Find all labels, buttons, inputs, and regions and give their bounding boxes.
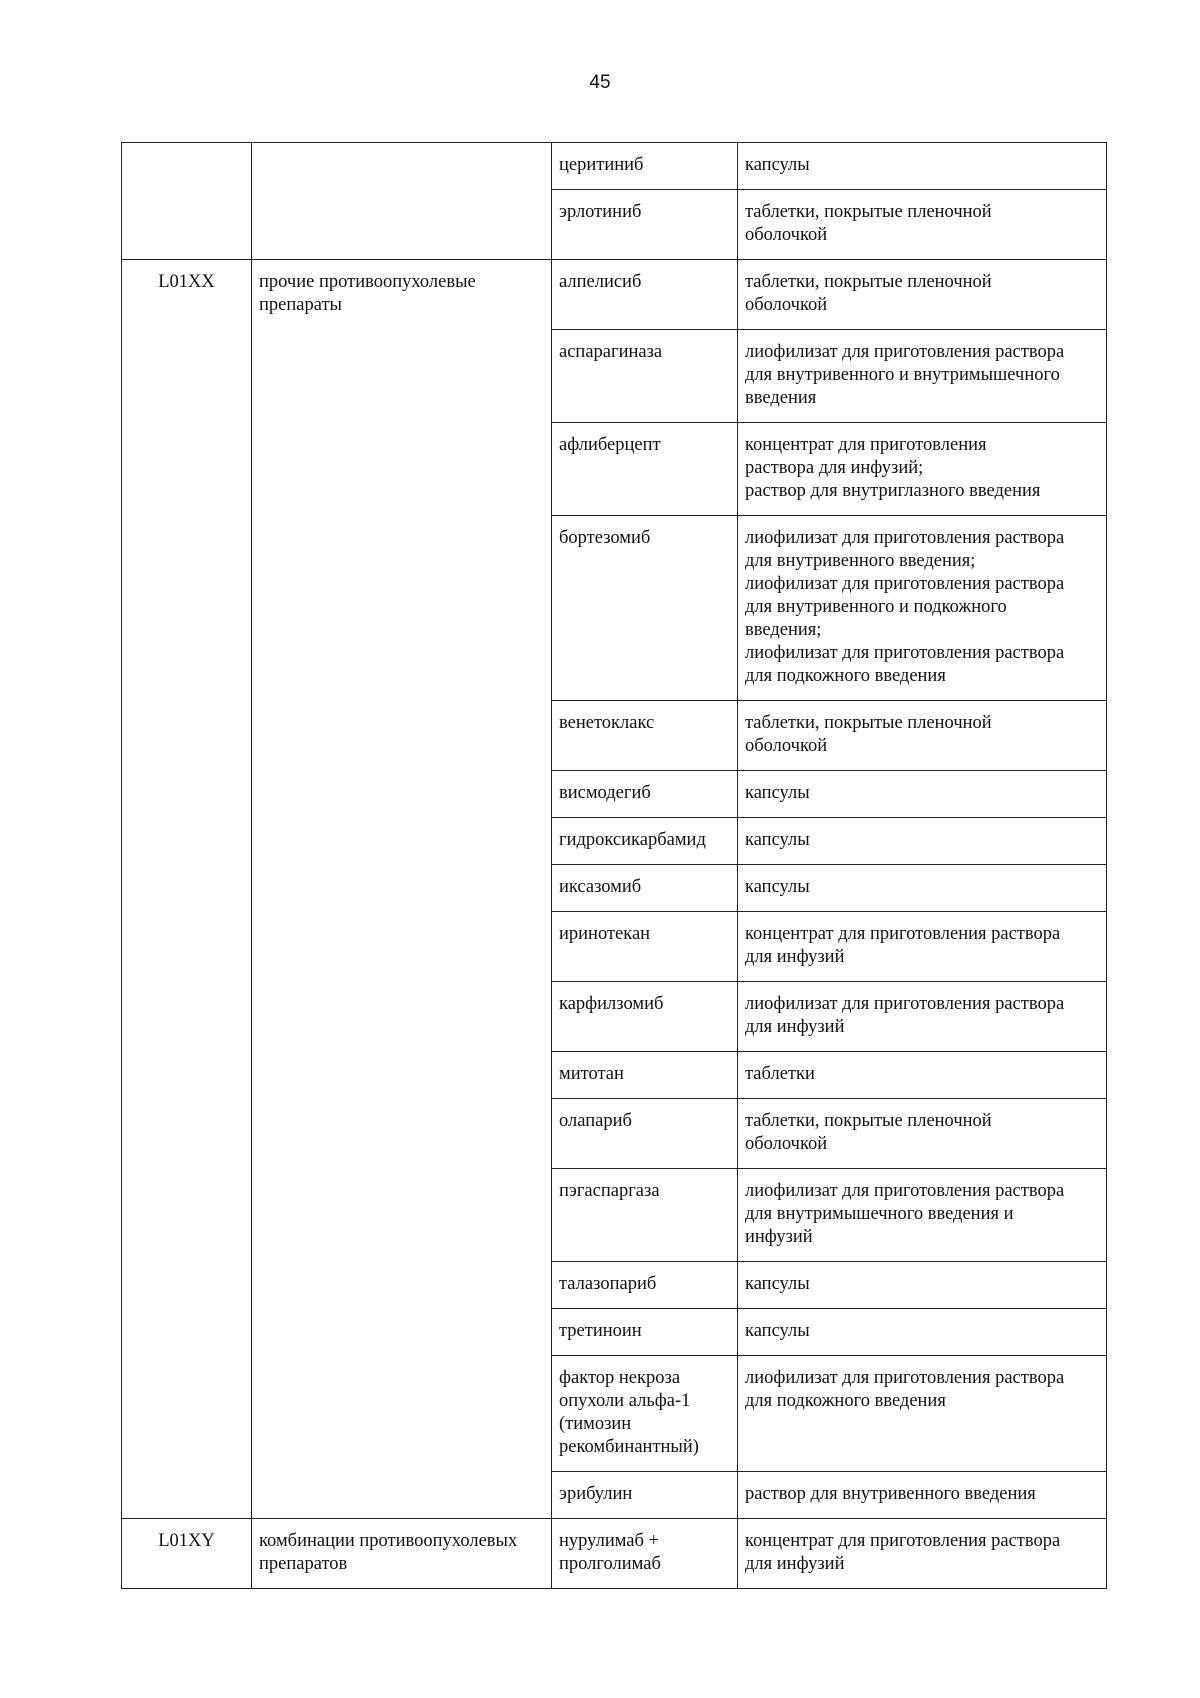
drug-name-cell: пэгаспаргаза (552, 1169, 738, 1262)
drug-table (121, 142, 1107, 1589)
drug-name-cell: третиноин (552, 1309, 738, 1356)
dosage-form-cell: капсулы (738, 1309, 1107, 1356)
dosage-form-cell: капсулы (738, 865, 1107, 912)
atc-code-cell: L01XX (122, 260, 252, 1519)
dosage-form-cell: лиофилизат для приготовления раствора для подкожного введения (738, 1356, 1107, 1472)
group-name-cell: комбинации противоопухолевых препаратов (252, 1519, 552, 1589)
dosage-form-cell: таблетки, покрытые пленочной оболочкой (738, 260, 1107, 330)
drug-name-cell: эрибулин (552, 1472, 738, 1519)
dosage-form-cell: лиофилизат для приготовления раствора для внутримышечного введения и инфузий (738, 1169, 1107, 1262)
dosage-form-cell: капсулы (738, 1262, 1107, 1309)
drug-name-cell: талазопариб (552, 1262, 738, 1309)
dosage-form-cell: лиофилизат для приготовления раствора для внутривенного введения; лиофилизат для приготовления раствора для внутривенного и подкожного введения; лиофилизат для приготовления раствора для подкожного введения (738, 516, 1107, 701)
dosage-form-cell: концентрат для приготовления раствора для инфузий (738, 912, 1107, 982)
drug-name-cell: висмодегиб (552, 771, 738, 818)
dosage-form-cell: раствор для внутривенного введения (738, 1472, 1107, 1519)
drug-name-cell: гидроксикарбамид (552, 818, 738, 865)
dosage-form-cell: концентрат для приготовления раствора для инфузий; раствор для внутриглазного введения (738, 423, 1107, 516)
table-row (122, 1519, 1107, 1589)
page-number: 45 (589, 72, 611, 93)
drug-name-cell: митотан (552, 1052, 738, 1099)
drug-name-cell: фактор некроза опухоли альфа-1 (тимозин рекомбинантный) (552, 1356, 738, 1472)
dosage-form-cell: капсулы (738, 771, 1107, 818)
drug-name-cell: олапариб (552, 1099, 738, 1169)
atc-code-cell (122, 143, 252, 260)
dosage-form-cell: таблетки, покрытые пленочной оболочкой (738, 190, 1107, 260)
drug-name-cell: иринотекан (552, 912, 738, 982)
drug-name-cell: нурулимаб + пролголимаб (552, 1519, 738, 1589)
table-row (122, 260, 1107, 330)
dosage-form-cell: капсулы (738, 143, 1107, 190)
drug-name-cell: венетоклакс (552, 701, 738, 771)
drug-name-cell: афлиберцепт (552, 423, 738, 516)
dosage-form-cell: капсулы (738, 818, 1107, 865)
dosage-form-cell: таблетки (738, 1052, 1107, 1099)
group-name-cell (252, 143, 552, 260)
dosage-form-cell: лиофилизат для приготовления раствора для инфузий (738, 982, 1107, 1052)
drug-name-cell: церитиниб (552, 143, 738, 190)
drug-name-cell: алпелисиб (552, 260, 738, 330)
table-row (122, 143, 1107, 190)
dosage-form-cell: лиофилизат для приготовления раствора для внутривенного и внутримышечного введения (738, 330, 1107, 423)
group-name-cell: прочие противоопухолевые препараты (252, 260, 552, 1519)
drug-name-cell: бортезомиб (552, 516, 738, 701)
atc-code-cell: L01XY (122, 1519, 252, 1589)
drug-name-cell: аспарагиназа (552, 330, 738, 423)
table-body (122, 143, 1107, 1589)
drug-name-cell: эрлотиниб (552, 190, 738, 260)
dosage-form-cell: таблетки, покрытые пленочной оболочкой (738, 701, 1107, 771)
dosage-form-cell: концентрат для приготовления раствора для инфузий (738, 1519, 1107, 1589)
drug-name-cell: иксазомиб (552, 865, 738, 912)
dosage-form-cell: таблетки, покрытые пленочной оболочкой (738, 1099, 1107, 1169)
drug-name-cell: карфилзомиб (552, 982, 738, 1052)
